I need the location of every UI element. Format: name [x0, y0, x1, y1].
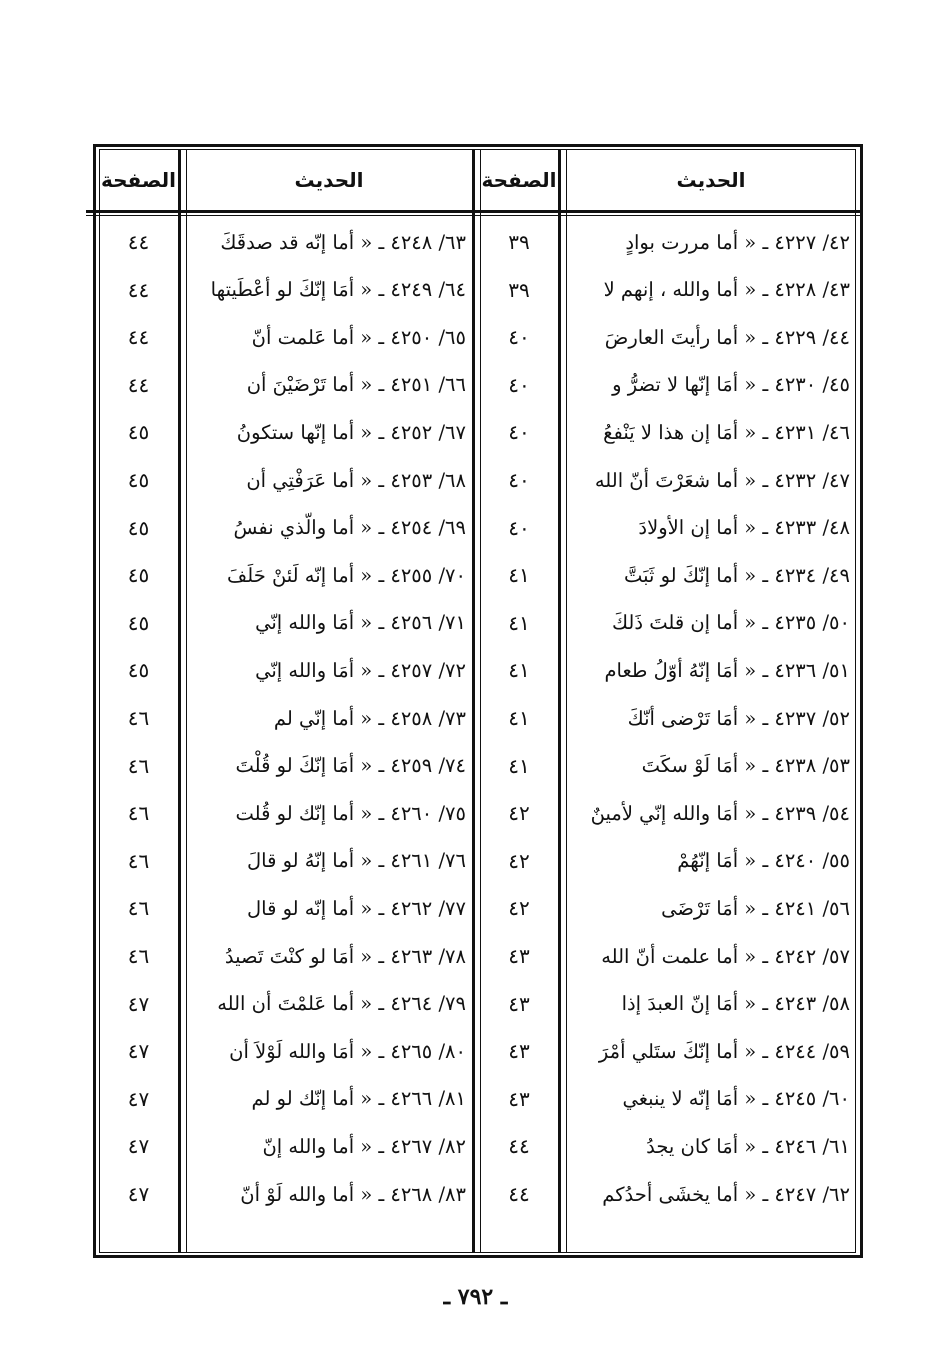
page-reference: ٤٦	[127, 848, 150, 873]
table-row	[0, 361, 951, 409]
hadith-entry: ٨٠/ ٤٢٦٥ ـ « أمَا والله لَوْلاَ أن	[229, 1039, 466, 1063]
page-number: ـ ٧٩٢ ـ	[443, 1284, 508, 1310]
table-row	[0, 504, 951, 552]
page-reference: ٤٤	[127, 277, 150, 302]
page-reference: ٤٠	[508, 515, 530, 540]
hadith-entry: ٥٧/ ٤٢٤٢ ـ « أما علمت أنّ الله	[601, 944, 850, 968]
hadith-entry: ٥٥/ ٤٢٤٠ ـ « أمَا إنّهُمْ	[677, 849, 850, 873]
hadith-entry: ٧٠/ ٤٢٥٥ ـ « أما إنّه لَئنْ حَلَفَ	[227, 563, 466, 587]
hadith-entry: ٧٨/ ٤٢٦٣ ـ « أمَا لو كنْتَ تَصيدُ	[224, 944, 466, 968]
page-reference: ٤٦	[127, 801, 150, 826]
hadith-entry: ٥٦/ ٤٢٤١ ـ « أمَا تَرْضَى	[661, 896, 850, 920]
table-row	[0, 218, 951, 266]
hadith-entry: ٥٢/ ٤٢٣٧ ـ « أمَا تَرْضى أنّكَ	[627, 706, 850, 730]
hadith-entry: ٧٥/ ٤٢٦٠ ـ « أما إنّك لو قُلت	[235, 801, 466, 825]
hadith-entry: ٤٨/ ٤٢٣٣ ـ « أما إن الأولادَ	[638, 516, 850, 540]
page-reference: ٤٢	[508, 896, 530, 921]
hadith-entry: ٦٠/ ٤٢٤٥ ـ « أمَا إنّه لا ينبغي	[622, 1087, 850, 1111]
page-reference: ٤٧	[127, 1182, 150, 1206]
table-row	[0, 551, 951, 599]
page-reference: ٤٦	[127, 753, 150, 778]
page-reference: ٤٦	[127, 944, 150, 968]
hadith-entry: ٧٤/ ٤٢٥٩ ـ « أمَا إنّكَ لو قُلْتَ	[235, 754, 466, 778]
header-right-hadith: الحديث	[676, 168, 746, 192]
hadith-entry: ٦٧/ ٤٢٥٢ ـ « أما إنّها ستكونُ	[236, 420, 466, 444]
hadith-entry: ٥٣/ ٤٢٣٨ ـ « أمَا لَوْ سكَتَ	[641, 754, 850, 778]
page-reference: ٤٢	[508, 801, 530, 826]
page-reference: ٤٠	[508, 468, 530, 492]
table-row	[0, 884, 951, 932]
page-reference: ٤١	[508, 610, 530, 635]
page-reference: ٤٤	[127, 372, 150, 397]
page-reference: ٤٧	[127, 1039, 150, 1064]
table-row	[0, 980, 951, 1028]
hadith-entry: ٨١/ ٤٢٦٦ ـ « أما إنّك لو لم	[251, 1087, 466, 1111]
table-row	[0, 266, 951, 314]
page-reference: ٤٣	[508, 944, 530, 968]
table-row	[0, 313, 951, 361]
page-reference: ٣٩	[508, 277, 530, 302]
page-reference: ٤١	[508, 706, 530, 730]
hadith-entry: ٤٢/ ٤٢٢٧ ـ « أما مررت بوادٍ	[625, 230, 850, 254]
page-reference: ٤١	[508, 658, 530, 683]
page-reference: ٤٥	[127, 610, 150, 635]
page-reference: ٤٤	[127, 325, 150, 350]
page-reference: ٤٠	[508, 372, 530, 397]
table-row	[0, 456, 951, 504]
hadith-entry: ٤٤/ ٤٢٢٩ ـ « أما رأيتَ العارضَ	[604, 325, 850, 349]
header-left-hadith: الحديث	[294, 168, 364, 192]
hadith-entry: ٦٤/ ٤٢٤٩ ـ « أمَا إنّكَ لو أعْطَيتها	[210, 278, 466, 302]
page-reference: ٤١	[508, 753, 530, 778]
page-reference: ٤٧	[127, 991, 150, 1016]
table-row	[0, 1027, 951, 1075]
hadith-entry: ٨٣/ ٤٢٦٨ ـ « أما والله لَوْ أنّ	[240, 1182, 466, 1206]
page-reference: ٤٤	[508, 1182, 530, 1206]
page-reference: ٤٣	[508, 1039, 530, 1064]
page-reference: ٤٤	[508, 1134, 530, 1159]
hadith-entry: ٧٣/ ٤٢٥٨ ـ « أما إنّي لم	[273, 706, 466, 730]
hadith-entry: ٤٧/ ٤٢٣٢ ـ « أما شعَرْتَ أنّ الله	[594, 468, 850, 492]
hadith-entry: ٧٧/ ٤٢٦٢ ـ « أما إنّه لو قال	[246, 896, 466, 920]
page-reference: ٤٤	[127, 230, 150, 254]
page-reference: ٤٦	[127, 706, 150, 730]
table-row	[0, 599, 951, 647]
table-row	[0, 1075, 951, 1123]
table-row	[0, 932, 951, 980]
hadith-entry: ٦٥/ ٤٢٥٠ ـ « أما عَلمت أنّ	[251, 325, 466, 349]
hadith-entry: ٦٢/ ٤٢٤٧ ـ « أما يخشَى أحدُكم	[602, 1182, 850, 1206]
hadith-entry: ٤٣/ ٤٢٢٨ ـ « أما والله ، إنهم لا	[603, 278, 850, 302]
table-row	[0, 789, 951, 837]
header-right-page: الصفحة	[481, 168, 557, 192]
table-row	[0, 1122, 951, 1170]
page-reference: ٤٧	[127, 1086, 150, 1111]
hadith-entry: ٧٩/ ٤٢٦٤ ـ « أما عَلمْتَ أن الله	[217, 992, 466, 1016]
hadith-entry: ٦٩/ ٤٢٥٤ ـ « أما والّذي نفسُ	[233, 516, 466, 540]
table-row	[0, 646, 951, 694]
hadith-entry: ٥٩/ ٤٢٤٤ ـ « أما إنّكَ ستَلي أمْرَ	[598, 1039, 850, 1063]
hadith-entry: ٦٨/ ٤٢٥٣ ـ « أما عَرَفْتِي أن	[246, 468, 466, 492]
page-reference: ٤٦	[127, 896, 150, 921]
hadith-entry: ٨٢/ ٤٢٦٧ ـ « أما والله إنّ	[262, 1134, 466, 1158]
page-reference: ٤٢	[508, 848, 530, 873]
hadith-entry: ٥١/ ٤٢٣٦ ـ « أمَا إنّهُ أوّلُ طعام	[604, 658, 850, 682]
table-row	[0, 1170, 951, 1218]
hadith-entry: ٧٢/ ٤٢٥٧ ـ « أمَا والله إنّي	[255, 658, 466, 682]
page-reference: ٤٥	[127, 563, 150, 588]
table-row	[0, 742, 951, 790]
hadith-entry: ٥٠/ ٤٢٣٥ ـ « أما إن قلتَ ذَلكَ	[611, 611, 850, 635]
page-reference: ٤٧	[127, 1134, 150, 1159]
table-row	[0, 837, 951, 885]
hadith-entry: ٤٦/ ٤٢٣١ ـ « أمَا إن هذا لا يَنْفعُ	[603, 420, 850, 444]
page-reference: ٤٥	[127, 468, 150, 492]
hadith-entry: ٤٥/ ٤٢٣٠ ـ « أمَا إنّها لا تضرُّ و	[612, 373, 850, 397]
table-row	[0, 694, 951, 742]
page-reference: ٤٥	[127, 420, 150, 445]
header-left-page: الصفحة	[101, 168, 177, 192]
page-reference: ٣٩	[508, 230, 530, 254]
hadith-entry: ٦١/ ٤٢٤٦ ـ « أمَا كان يجدُ	[646, 1134, 850, 1158]
hadith-entry: ٤٩/ ٤٢٣٤ ـ « أما إنّكَ لو ثَبَتَّ	[623, 563, 850, 587]
page-reference: ٤٣	[508, 1086, 530, 1111]
page-reference: ٤٣	[508, 991, 530, 1016]
hadith-entry: ٦٣/ ٤٢٤٨ ـ « أما إنّه قد صدقَكَ	[220, 230, 466, 254]
hadith-entry: ٧٦/ ٤٢٦١ ـ « أما إنّهُ لو قالَ	[246, 849, 466, 873]
page-reference: ٤٠	[508, 420, 530, 445]
page-reference: ٤١	[508, 563, 530, 588]
table-row	[0, 408, 951, 456]
hadith-entry: ٥٨/ ٤٢٤٣ ـ « أمَا إنّ العبدَ إذا	[621, 992, 850, 1016]
hadith-entry: ٦٦/ ٤٢٥١ ـ « أما تَرْضَيْنَ أن	[246, 373, 466, 397]
page-reference: ٤٥	[127, 515, 150, 540]
page-reference: ٤٥	[127, 658, 150, 683]
hadith-entry: ٥٤/ ٤٢٣٩ ـ « أمَا والله إنّي لأمينٌ	[590, 801, 850, 825]
page-reference: ٤٠	[508, 325, 530, 350]
hadith-entry: ٧١/ ٤٢٥٦ ـ « أمَا والله إنّي	[255, 611, 466, 635]
